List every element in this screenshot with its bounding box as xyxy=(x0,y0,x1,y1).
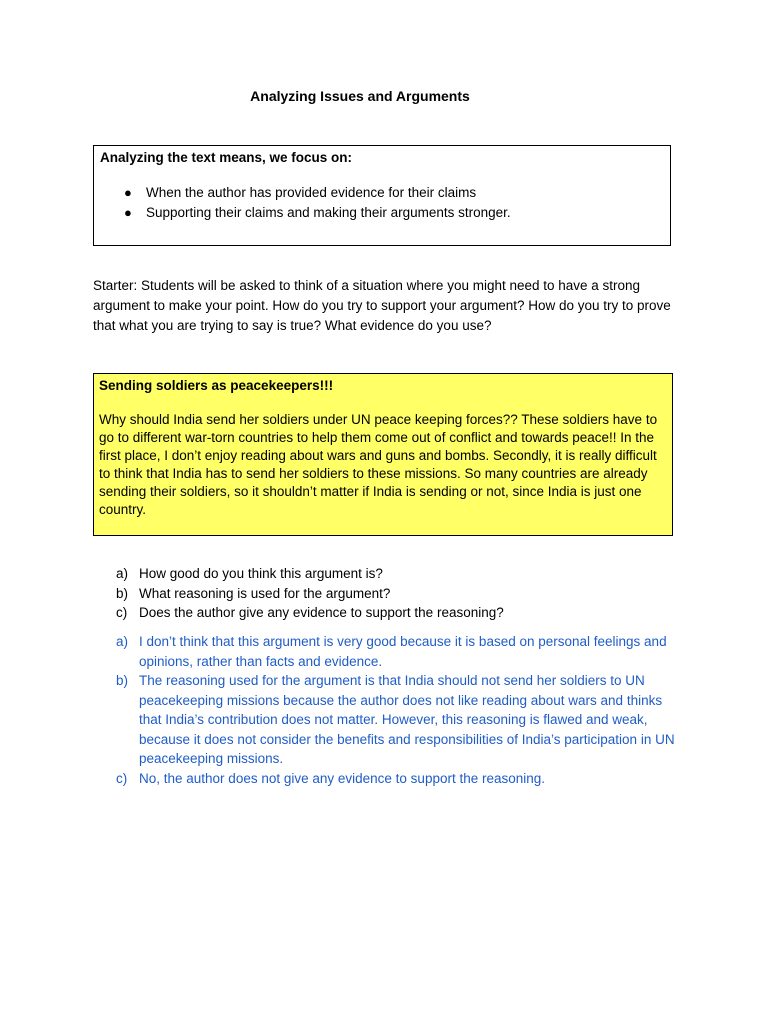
focus-box-heading: Analyzing the text means, we focus on: xyxy=(100,150,353,165)
question-item xyxy=(116,564,676,584)
question-marker: a) xyxy=(116,566,129,581)
argument-box xyxy=(93,373,673,536)
bullet-text: When the author has provided evidence for their claims xyxy=(146,185,477,200)
question-text: What reasoning is used for the argument? xyxy=(139,585,391,601)
question-marker: b) xyxy=(116,585,129,601)
list-item xyxy=(100,183,664,203)
answer-text: I don’t think that this argument is very good because it is based on personal feelings and opinions, rather than facts and evidence. xyxy=(139,634,667,669)
answer-item xyxy=(116,769,676,789)
answer-item xyxy=(116,671,676,769)
answer-text: No, the author does not give any evidence to support the reasoning. xyxy=(139,770,546,786)
bullet-icon: ● xyxy=(124,185,132,200)
question-text: How good do you think this argument is? xyxy=(139,566,383,581)
answer-marker: b) xyxy=(116,673,129,688)
list-item xyxy=(100,203,664,223)
answer-text: The reasoning used for the argument is that India should not send her soldiers to UN peacekeeping missions because the author does not like reading about wars and thinks that India’s contribution does not matter. However, this reasoning is flawed and weak, because it does not consider the benefits and responsibilities of India’s participation in UN peacekeeping missions. xyxy=(139,673,675,766)
answer-marker: a) xyxy=(116,634,129,649)
answer-item xyxy=(116,632,676,671)
focus-box xyxy=(93,145,671,246)
focus-bullet-list xyxy=(100,183,664,222)
question-item xyxy=(116,584,676,604)
argument-body: Why should India send her soldiers under UN peace keeping forces?? These soldiers have to go to different war-torn countries to help them come out of conflict and towards peace!! In the first place, I don’t enjoy reading about wars and guns and bombs. Secondly, it is really difficult to think that India has to send her soldiers to these missions. So many countries are already sending their soldiers, so it shouldn’t matter if India is sending or not, since India is just one country. xyxy=(99,412,658,517)
page-title: Analyzing Issues and Arguments xyxy=(250,88,470,104)
answers-list xyxy=(116,632,676,788)
question-text: Does the author give any evidence to support the reasoning? xyxy=(139,605,504,620)
answer-marker: c) xyxy=(116,770,128,786)
questions-list xyxy=(116,564,676,623)
question-marker: c) xyxy=(116,605,128,620)
question-item xyxy=(116,603,676,623)
argument-title: Sending soldiers as peacekeepers!!! xyxy=(99,378,334,393)
bullet-icon: ● xyxy=(124,204,132,220)
starter-paragraph: Starter: Students will be asked to think of a situation where you might need to have a strong argument to make your point. How do you try to support your argument? How do you try to prove that what you are trying to say is true? What evidence do you use? xyxy=(93,278,671,333)
bullet-text: Supporting their claims and making their arguments stronger. xyxy=(146,204,511,220)
